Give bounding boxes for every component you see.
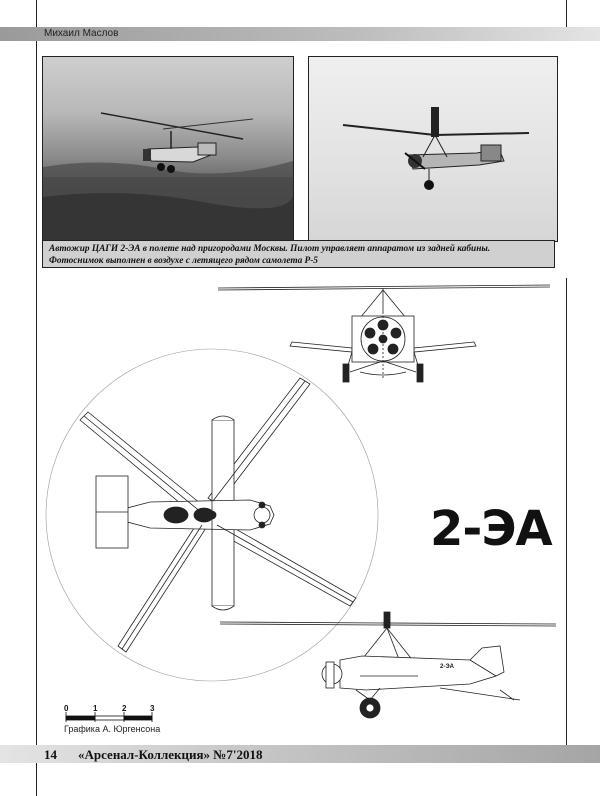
side-registration-mark: 2-ЭА — [440, 664, 454, 670]
caption-line-2: Фотоснимок выполнен в воздухе с летящего рядом самолета Р-5 — [49, 256, 318, 266]
graphic-credit: Графика А. Юргенсона — [64, 724, 161, 734]
journal-name: «Арсенал-Коллекция» №7'2018 — [78, 747, 263, 762]
scale-label-2: 2 — [122, 704, 127, 713]
side-view-drawing — [220, 612, 556, 718]
page-number: 14 — [44, 747, 57, 762]
model-title: 2-ЭА — [430, 501, 552, 557]
scale-label-0: 0 — [64, 704, 69, 713]
front-view-drawing — [218, 285, 550, 382]
top-view-drawing — [46, 349, 378, 681]
caption-line-1: Автожир ЦАГИ 2-ЭА в полете над пригородами Москвы. Пилот управляет аппаратом из задней кабины. — [49, 244, 491, 254]
author-name: Михаил Маслов — [44, 28, 119, 39]
scale-label-1: 1 — [93, 704, 98, 713]
scale-label-3: 3 — [150, 704, 155, 713]
scale-bar — [66, 712, 152, 722]
